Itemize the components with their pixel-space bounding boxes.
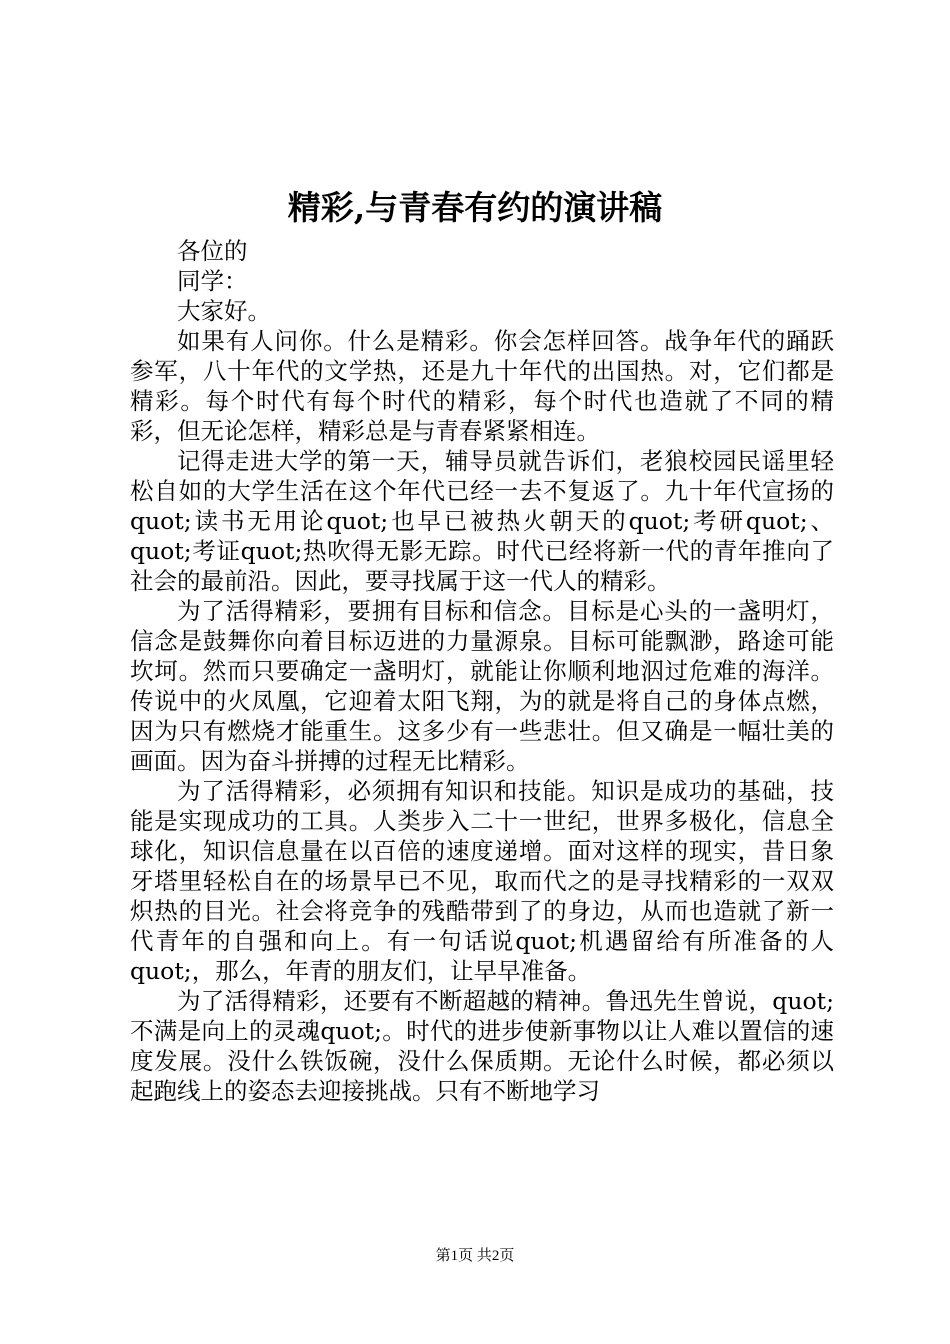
- document-title: 精彩,与青春有约的演讲稿: [287, 188, 663, 227]
- greeting: 大家好。: [177, 297, 271, 325]
- paragraph: 为了活得精彩，还要有不断超越的精神。鲁迅先生曾说，quot;不满是向上的灵魂quot;。时代的进步使新事物以让人难以置信的速度发展。没什么铁饭碗，没什么保质期。无论什么时候，都必须以起跑线上的姿态去迎接挑战。只有不断地学习: [130, 987, 834, 1105]
- paragraph: 如果有人问你。什么是精彩。你会怎样回答。战争年代的踊跃参军，八十年代的文学热，还是九十年代的出国热。对，它们都是精彩。每个时代有每个时代的精彩，每个时代也造就了不同的精彩，但无论怎样，精彩总是与青春紧紧相连。: [130, 327, 834, 445]
- paragraph: 为了活得精彩，要拥有目标和信念。目标是心头的一盏明灯，信念是鼓舞你向着目标迈进的力量源泉。目标可能飘渺，路途可能坎坷。然而只要确定一盏明灯，就能让你顺利地泅过危难的海洋。传说中的火凤凰，它迎着太阳飞翔，为的就是将自己的身体点燃，因为只有燃烧才能重生。这多少有一些悲壮。但又确是一幅壮美的画面。因为奋斗拼搏的过程无比精彩。: [130, 597, 834, 775]
- salutation-line-2: 同学：: [177, 267, 248, 295]
- paragraph: 记得走进大学的第一天，辅导员就告诉们，老狼校园民谣里轻松自如的大学生活在这个年代已经一去不复返了。九十年代宣扬的quot;读书无用论quot;也早已被热火朝天的quot;考研quot;、quot;考证quot;热吹得无影无踪。时代已经将新一代的青年推向了社会的最前沿。因此，要寻找属于这一代人的精彩。: [130, 447, 834, 595]
- document-body: [130, 236, 834, 1106]
- paragraph: 为了活得精彩，必须拥有知识和技能。知识是成功的基础，技能是实现成功的工具。人类步入二十一世纪，世界多极化，信息全球化，知识信息量在以百倍的速度递增。面对这样的现实，昔日象牙塔里轻松自在的场景早已不见，取而代之的是寻找精彩的一双双炽热的目光。社会将竞争的残酷带到了的身边，从而也造就了新一代青年的自强和向上。有一句话说quot;机遇留给有所准备的人quot;，那么，年青的朋友们，让早早准备。: [130, 777, 834, 985]
- salutation-line-1: 各位的: [177, 237, 248, 265]
- page-footer: 第1页 共2页: [435, 1248, 515, 1264]
